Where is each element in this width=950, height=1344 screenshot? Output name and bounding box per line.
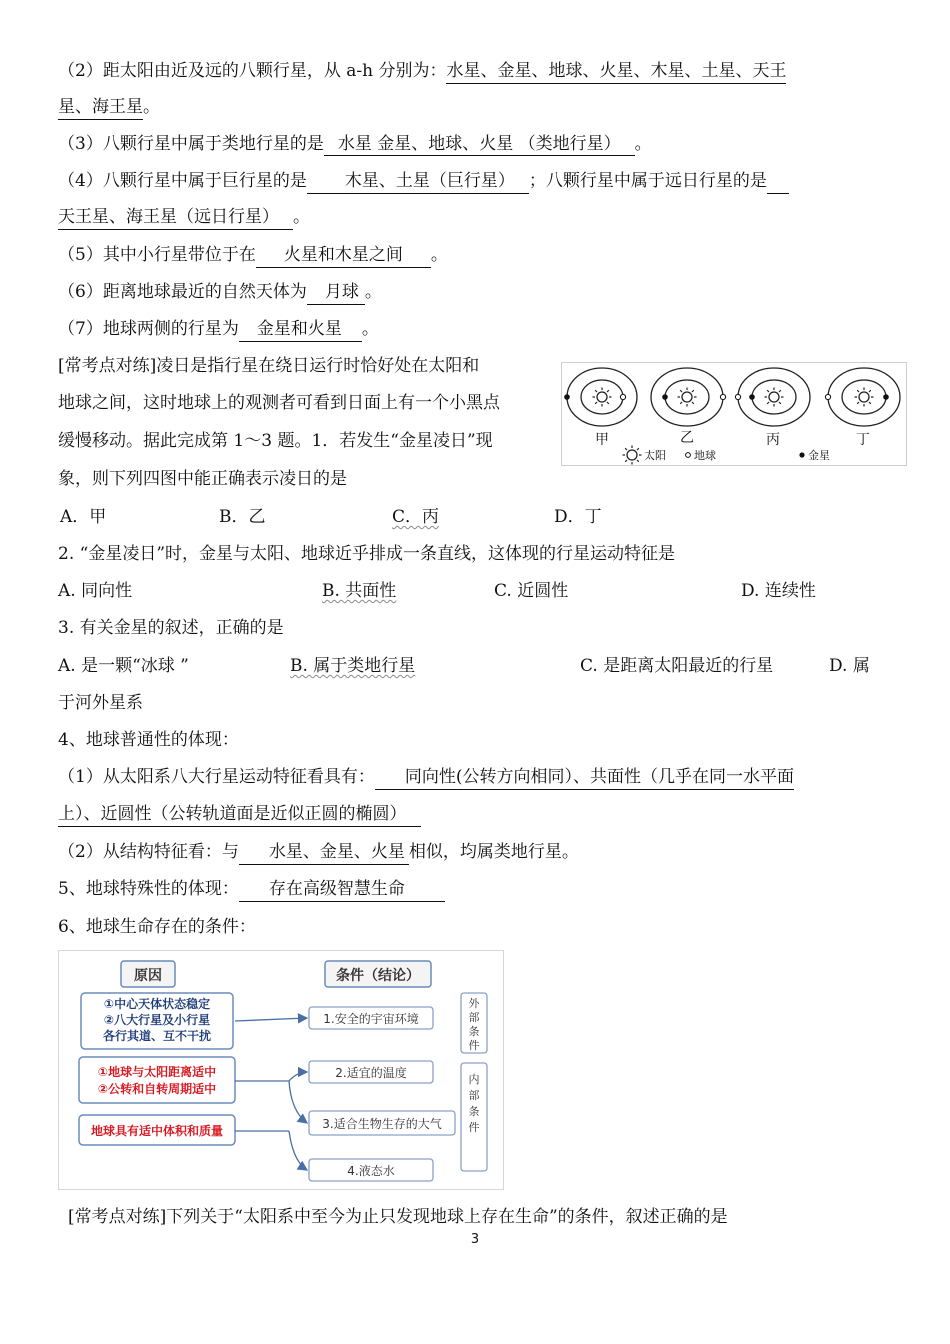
q5-suffix: 。 xyxy=(430,245,448,265)
cond2: 2.适宜的温度 xyxy=(335,1066,407,1080)
life-conditions-svg xyxy=(59,951,503,1189)
diagram-ding xyxy=(825,368,900,426)
q4-answer1: 木星、土星（巨行星） xyxy=(307,170,529,194)
arrow-to-cond3 xyxy=(289,1081,307,1123)
mcq2-d: D. 连续性 xyxy=(741,581,816,601)
arrow-to-cond4 xyxy=(289,1131,307,1170)
diagram-jia xyxy=(564,368,637,426)
outer-1: 外 xyxy=(468,997,480,1010)
mcq1-b: B．乙 xyxy=(219,507,266,527)
mcq3-d-cont: 于河外星系 xyxy=(58,693,143,713)
mcq1-d: D．丁 xyxy=(554,507,602,527)
sec4-title: 4、地球普通性的体现： xyxy=(58,730,239,750)
mcq2-a: A. 同向性 xyxy=(58,581,133,601)
mcq3-d-a: D. 属 xyxy=(829,656,870,676)
q2-answer-b: 星、海王星 xyxy=(58,96,143,120)
q4-middle: ；八颗行星中属于远日行星的是 xyxy=(528,171,767,191)
sec5-prefix: 5、地球特殊性的体现： xyxy=(58,879,239,899)
mcq3-d xyxy=(829,655,870,677)
sec6-title: 6、地球生命存在的条件： xyxy=(58,917,256,937)
venus-dot xyxy=(883,394,889,400)
practice2-text: [常考点对练]下列关于“太阳系中至今为止只发现地球上存在生命”的条件，叙述正确的是 xyxy=(68,1207,728,1227)
q6-answer: 月球 xyxy=(307,281,365,305)
legend-earth-icon xyxy=(686,453,691,458)
mcq3-question: 3. 有关金星的叙述，正确的是 xyxy=(58,618,284,638)
sec4-p2 xyxy=(58,841,579,865)
mcq3-a: A. 是一颗“冰球 ” xyxy=(58,656,189,676)
mcq1-c-text: C．丙 xyxy=(392,507,440,527)
legend-sun: 太阳 xyxy=(644,449,666,462)
cond4: 4.液态水 xyxy=(347,1164,395,1178)
sec4-p1-prefix: （1）从太阳系八大行星运动特征看具有： xyxy=(58,767,375,787)
q5-prefix: （5）其中小行星带位于在 xyxy=(58,245,256,265)
arrow-1 xyxy=(235,1018,307,1021)
q2-line1 xyxy=(58,60,786,84)
q6 xyxy=(58,281,382,305)
earth-dot xyxy=(720,394,725,399)
q5-answer: 火星和木星之间 xyxy=(256,244,431,268)
legend-venus: 金星 xyxy=(808,449,830,462)
q7-answer: 金星和火星 xyxy=(239,318,362,342)
earth-dot xyxy=(620,394,625,399)
q4-line1 xyxy=(58,170,789,194)
sec4-p1-cont xyxy=(58,803,421,827)
cond3: 3.适合生物生存的大气 xyxy=(322,1117,442,1131)
mcq2-c: C. 近圆性 xyxy=(494,581,569,601)
reason2-box xyxy=(79,1057,235,1103)
legend-sun-icon xyxy=(623,446,642,465)
q6-prefix: （6）距离地球最近的自然天体为 xyxy=(58,282,307,302)
reason2-a: ①地球与太阳距离适中 xyxy=(97,1065,217,1079)
mcq1-c xyxy=(392,506,439,528)
venus-dot xyxy=(749,394,755,400)
outer-2: 部 xyxy=(468,1011,480,1024)
cond1: 1.安全的宇宙环境 xyxy=(323,1012,419,1026)
q6-suffix: 。 xyxy=(364,282,382,302)
sec5-answer: 存在高级智慧生命 xyxy=(239,878,445,902)
sun-icon xyxy=(593,388,612,407)
q7 xyxy=(58,318,379,342)
sun-icon xyxy=(855,388,874,407)
q4-prefix: （4）八颗行星中属于巨行星的是 xyxy=(58,171,307,191)
sun-icon xyxy=(678,388,697,407)
q2-suffix: 。 xyxy=(143,97,160,117)
transit-figure-svg xyxy=(562,363,906,465)
arrow-to-cond2 xyxy=(289,1072,307,1081)
q5 xyxy=(58,244,448,268)
q3 xyxy=(58,133,652,156)
diagram-yi xyxy=(651,368,726,426)
sec4-p2-answer: 水星、金星、火星 xyxy=(239,841,409,865)
inner-1: 内 xyxy=(468,1073,480,1086)
q4-suffix: 。 xyxy=(293,207,310,227)
earth-dot xyxy=(735,394,740,399)
sec4-p2-prefix: （2）从结构特征看：与 xyxy=(58,842,239,862)
label-jia: 甲 xyxy=(595,432,609,448)
sec4-p2-suffix: 相似，均属类地行星。 xyxy=(408,842,579,862)
q4-answer2: 天王星、海王星（远日行星） xyxy=(58,206,293,230)
outer-3: 条 xyxy=(468,1025,480,1038)
mcq2-b xyxy=(322,580,396,602)
reason1-b: ②八大行星及小行星 xyxy=(103,1013,211,1027)
legend-venus-icon xyxy=(799,452,804,457)
page-number: 3 xyxy=(470,1232,480,1247)
practice1-line3: 缓慢移动。据此完成第 1～3 题。1．若发生“金星凌日”现 xyxy=(58,431,493,451)
inner-3: 条 xyxy=(468,1105,480,1118)
reason3: 地球具有适中体积和质量 xyxy=(90,1124,224,1138)
inner-4: 件 xyxy=(468,1121,480,1134)
practice1-line4: 象，则下列四图中能正确表示凌日的是 xyxy=(58,469,347,489)
practice1-line2: 地球之间，这时地球上的观测者可看到日面上有一个小黑点 xyxy=(58,393,500,413)
legend-earth: 地球 xyxy=(694,449,716,462)
sec4-p1-answer-a: 同向性(公转方向相同）、共面性（几乎在同一水平面 xyxy=(375,766,794,790)
q2-prefix: （2）距太阳由近及远的八颗行星，从 a-h 分别为： xyxy=(58,61,447,81)
header-reason: 原因 xyxy=(134,968,162,984)
figure1-legend xyxy=(623,446,831,465)
mcq3-b-text: B. 属于类地行星 xyxy=(290,656,416,676)
mcq3-c: C. 是距离太阳最近的行星 xyxy=(580,656,774,676)
q7-suffix: 。 xyxy=(361,319,379,339)
earth-dot xyxy=(825,394,830,399)
transit-figure xyxy=(561,362,907,466)
q3-suffix: 。 xyxy=(634,134,652,154)
mcq3-b xyxy=(290,655,435,677)
label-ding: 丁 xyxy=(856,432,870,448)
q4-line2 xyxy=(58,206,310,230)
inner-2: 部 xyxy=(468,1089,480,1102)
header-condition: 条件（结论） xyxy=(336,968,420,984)
mcq1-a: A．甲 xyxy=(60,507,107,527)
sec4-p1-answer-b: 上）、近圆性（公转轨道面是近似正圆的椭圆） xyxy=(58,803,421,827)
diagram-bing xyxy=(735,368,810,426)
q2-answer-a: 水星、金星、地球、火星、木星、土星、天王 xyxy=(446,60,786,84)
q7-prefix: （7）地球两侧的行星为 xyxy=(58,319,239,339)
q3-prefix: （3）八颗行星中属于类地行星的是 xyxy=(58,134,324,154)
label-yi: 乙 xyxy=(680,430,694,446)
mcq2-question: 2. “金星凌日”时，金星与太阳、地球近乎排成一条直线，这体现的行星运动特征是 xyxy=(58,544,676,564)
reason1-a: ①中心天体状态稳定 xyxy=(103,997,211,1011)
life-conditions-figure xyxy=(58,950,504,1190)
outer-4: 件 xyxy=(468,1039,480,1052)
q2-line2 xyxy=(58,96,160,120)
sec5 xyxy=(58,878,445,902)
reason1-c: 各行其道、互不干扰 xyxy=(102,1029,212,1043)
q4-blank-tail xyxy=(767,170,789,194)
q3-answer: 水星 金星、地球、火星 （类地行星） xyxy=(324,133,635,156)
sun-icon xyxy=(765,388,784,407)
mcq2-b-text: B. 共面性 xyxy=(322,581,397,601)
label-bing: 丙 xyxy=(766,432,780,448)
reason2-b: ②公转和自转周期适中 xyxy=(97,1082,217,1096)
practice1-line1: [常考点对练]凌日是指行星在绕日运行时恰好处在太阳和 xyxy=(58,356,480,376)
venus-dot xyxy=(662,394,668,400)
sec4-p1 xyxy=(58,766,794,790)
venus-dot xyxy=(564,394,570,400)
